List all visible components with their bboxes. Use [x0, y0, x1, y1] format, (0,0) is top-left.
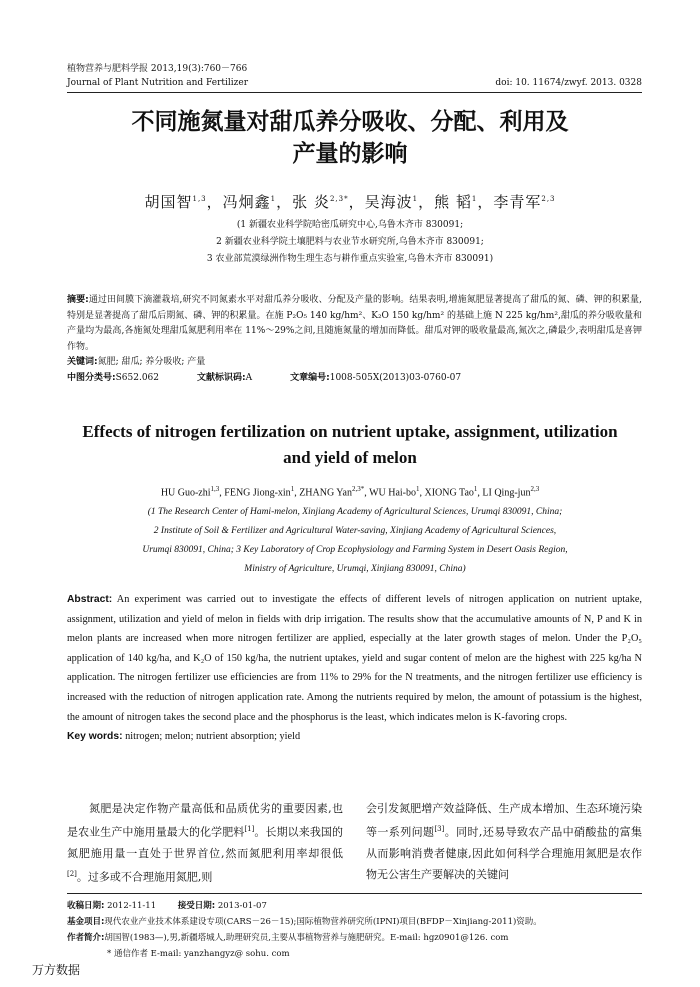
cn-affiliation: 2 新疆农业科学院土壤肥料与农业节水研究所,乌鲁木齐市 830091; [216, 237, 484, 247]
cn-abstract-label: 摘要: [67, 295, 89, 305]
doc-code-value: A [245, 372, 253, 383]
received-date: 2012-11-11 [107, 901, 157, 911]
en-title [60, 419, 640, 471]
author-affil-sup: 1 [471, 195, 478, 203]
author-name: XIONG Tao [424, 487, 474, 499]
citation-ref[interactable]: [2] [67, 869, 77, 878]
body-left-column [67, 798, 343, 887]
author-affil-sup: 1 [412, 195, 419, 203]
clc-label: 中图分类号: [67, 372, 116, 383]
accepted-label: 接受日期: [177, 901, 216, 911]
author-bio-label: 作者简介: [67, 933, 105, 943]
author-name: WU Hai-bo [369, 487, 416, 499]
journal-name: Journal of Plant Nutrition and Fertilizer [67, 78, 249, 88]
cn-title-line1: 不同施氮量对甜瓜养分吸收、分配、利用及 [131, 109, 569, 135]
body-text: 。过多或不合理施用氮肥,则 [76, 870, 213, 884]
footnotes [67, 898, 642, 962]
doc-code-label: 文献标识码: [197, 372, 246, 383]
cn-affiliations [60, 217, 640, 268]
author-bio: 胡国智(1983—),男,新疆塔城人,助理研究员,主要从事植物营养与施肥研究。E-mail: hgz0901@126. com [104, 933, 509, 943]
author-affil-sup: 1 [270, 195, 277, 203]
body-text: 。长期以来我国的氮肥施用量一直处于世界首位,然而氮肥利用率却很低 [67, 825, 344, 860]
author-affil-sup: 1 [290, 485, 295, 493]
article-no-label: 文章编号: [290, 372, 330, 383]
author-affil-sup: 1 [416, 485, 420, 493]
en-abstract-label: Abstract: [67, 594, 113, 605]
cn-title [60, 106, 640, 170]
author-affil-sup: 1 [473, 485, 478, 493]
en-keywords: nitrogen; melon; nutrient absorption; yield [125, 731, 301, 743]
received-label: 收稿日期: [67, 901, 105, 911]
author-name: 胡国智 [144, 193, 193, 211]
author-affil-sup: 2,3* [351, 485, 365, 493]
clc-value: S652.062 [115, 372, 159, 383]
fund-text: 现代农业产业技术体系建设专项(CARS－26－15);国际植物营养研究所(IPNI)项目(BFDP－Xinjiang-2011)资助。 [104, 917, 542, 927]
cn-title-line2: 产量的影响 [292, 141, 408, 167]
body-text: 氮肥是决定作物产量高低和品质优劣的重要因素,也是农业生产中施用量最大的化学肥料 [67, 802, 343, 839]
author-name: ZHANG Yan [299, 487, 352, 499]
article-no-value: 1008-505X(2013)03-0760-07 [329, 372, 462, 383]
cn-affiliation: 3 农业部荒漠绿洲作物生理生态与耕作重点实验室,乌鲁木齐市 830091) [206, 254, 494, 264]
cn-abstract-block [67, 293, 642, 386]
en-affiliation: (1 The Research Center of Hami-melon, Xinjiang Academy of Agricultural Sciences, Urumqi 830091, China; [147, 507, 563, 517]
author-name: FENG Jiong-xin [224, 487, 291, 499]
journal-header [67, 62, 642, 90]
doi: doi: 10. 11674/zwyf. 2013. 0328 [495, 78, 642, 88]
author-name: LI Qing-jun [482, 487, 531, 499]
author-name: HU Guo-zhi [160, 487, 211, 499]
fund-label: 基金项目: [67, 917, 105, 927]
watermark: 万方数据 [32, 963, 81, 977]
en-title-line2: and yield of melon [283, 448, 417, 467]
en-affiliation: 2 Institute of Soil & Fertilizer and Agricultural Water-saving, Xinjiang Academy of Agricultural Sciences, [153, 526, 557, 536]
en-keywords-label: Key words: [67, 731, 123, 743]
cn-abstract: 通过田间膜下滴灌栽培,研究不同氮素水平对甜瓜养分吸收、分配及产量的影响。结果表明,增施氮肥显著提高了甜瓜的氮、磷、钾的积累量,特别是显著提高了甜瓜后期氮、磷、钾的积累量。在施 P₂O₅ 140 kg/hm²、K₂O 150 kg/hm² 的基础上施 N 225 kg/hm²,甜瓜的养分吸收量和产量均为最高,各施氮处理甜瓜氮肥利用率在 11%～29%之间,且随施氮量的增加而降低。甜瓜对钾的吸收量最高,氮次之,磷最少,表明甜瓜是喜钾作物。 [67, 295, 642, 352]
author-name: 冯炯鑫 [222, 193, 271, 211]
corresponding-author: * 通信作者 E-mail: yanzhangyz@ sohu. com [107, 949, 290, 959]
footnote-rule [67, 893, 642, 894]
en-abstract-block [67, 590, 642, 747]
en-abstract: An experiment was carried out to investigate the effects of different levels of nitrogen application on nutrient uptake, assignment, utilization and yield of melon in fields with drip irrigation. The results show that the accumulative amounts of N, P and K in melon plants are increased when more nitrogen fertilizer are applied, especially at the later growth stages of melon. Under the P₂O₅ application of 140 kg/ha, and K₂O of 150 kg/ha, the nutrient uptakes, yield and sugar content of melon are the highest with 225 kg/ha N application. The nitrogen fertilizer use efficiencies are from 11% to 29% for the N treatments, and the nitrogen fertilizer use efficiency is increased with the reduction of nitrogen application rate. Among the nutrients required by melon, the amount of potassium is the highest, the amount of nitrogen takes the second place and the phosphorus is the least, which indicates melon is K-favoring crops. [67, 594, 642, 723]
cn-keywords-label: 关键词: [67, 357, 98, 367]
citation-ref[interactable]: [3] [434, 825, 445, 833]
body-text: 会引发氮肥增产效益降低、生产成本增加、生态环境污染等一系列问题 [366, 802, 642, 839]
en-authors: HU Guo-zhi$^{1,3}$, FENG Jiong-xin$^1$, ZHANG Yan$^{2,3*}$, WU Hai-$bo^1$, XIONG Tao$^1$, LI Qing-jun$^{2,3}$ [160, 485, 540, 499]
accepted-date: 2013-01-07 [217, 901, 267, 911]
author-name: 吴海波 [364, 193, 413, 211]
body-right-column [366, 798, 642, 887]
citation-ref[interactable]: [1] [244, 825, 255, 833]
author-name: 熊 韬 [434, 193, 472, 211]
author-affil-sup: 2,3 [541, 195, 556, 203]
author-name: 张 炎 [292, 193, 330, 211]
en-affiliations [70, 503, 640, 579]
author-affil-sup: 2,3 [530, 485, 540, 493]
en-title-line1: Effects of nitrogen fertilization on nutrient uptake, assignment, utilization [82, 422, 618, 441]
header-rule [67, 92, 642, 93]
cn-authors: 胡国智$^{1,3}$，冯炯鑫$^1$，张 炎$^{2,3*}$，吴海波$^1$，熊 韬$^1$，李青军$^{2,3}$ [144, 193, 556, 211]
author-affil-sup: 1,3 [210, 485, 220, 493]
en-affiliation: Urumqi 830091, China; 3 Key Laboratory of Crop Ecophysiology and Farming System in Desert Oasis Region, [142, 545, 568, 555]
author-name: 李青军 [493, 193, 542, 211]
cn-affiliation: (1 新疆农业科学院哈密瓜研究中心,乌鲁木齐市 830091; [236, 220, 464, 230]
journal-citation: 植物营养与肥料学报 2013,19(3):760－766 [67, 64, 248, 74]
body-text: 。同时,还易导致农产品中硝酸盐的富集从而影响消费者健康,因此如何科学合理施用氮肥是农作物无公害生产要解决的关键问 [366, 825, 643, 881]
author-affil-sup: 1,3 [192, 195, 207, 203]
author-affil-sup: 2,3* [329, 195, 349, 203]
en-affiliation: Ministry of Agriculture, Urumqi, Xinjiang 830091, China) [244, 564, 466, 574]
body-columns [67, 798, 642, 887]
cn-keywords: 氮肥; 甜瓜; 养分吸收; 产量 [97, 357, 206, 367]
